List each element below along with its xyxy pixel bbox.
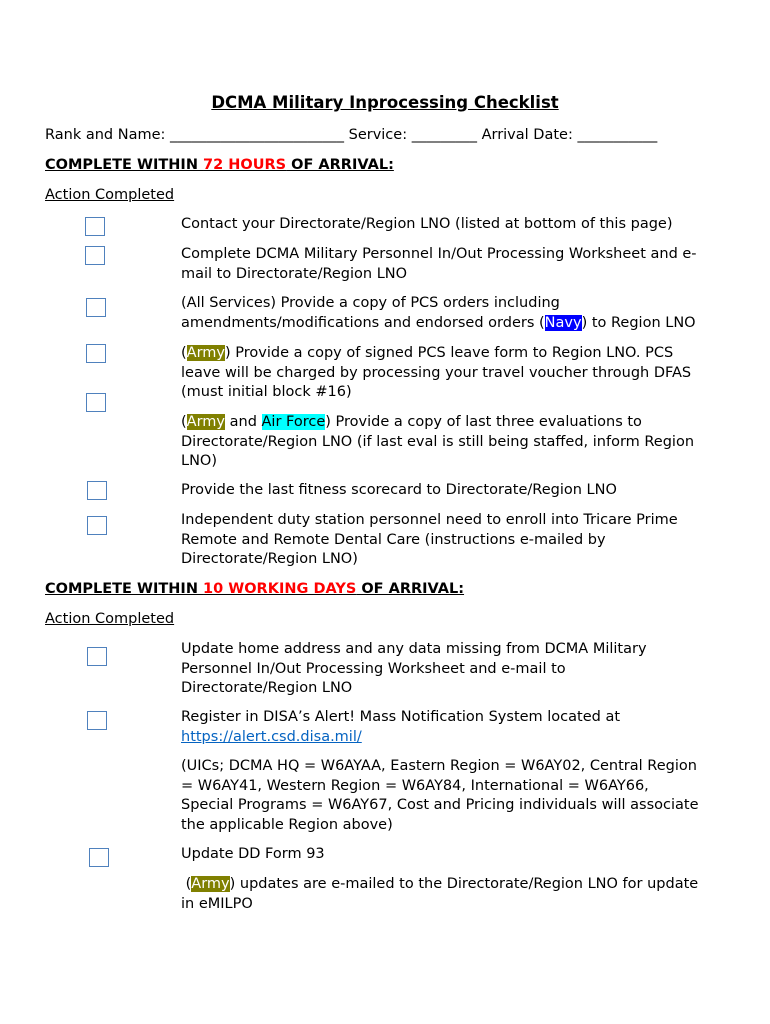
checklist-item-worksheet (181, 245, 731, 284)
army-highlight: Army (186, 345, 226, 361)
item-text: in eMILPO (181, 895, 253, 912)
item-text: Register in DISA’s Alert! Mass Notification System located at (181, 709, 621, 725)
checklist-item-pcs-orders (181, 294, 731, 333)
item-text: (UICs; DCMA HQ = W6AYAA, Eastern Region = W6AY02, Central Region (181, 758, 697, 774)
text-run: ) Provide a copy of signed PCS leave form to Region LNO. PCS (225, 345, 674, 361)
checklist-note-uics (181, 757, 731, 835)
checklist-item-leave-form (181, 344, 731, 403)
heading-emphasis: 72 HOURS (203, 157, 287, 173)
item-text: Directorate/Region LNO (if last eval is still being staffed, inform Region (181, 433, 695, 450)
action-completed-label: Action Completed (45, 187, 175, 203)
item-text: Complete DCMA Military Personnel In/Out Processing Worksheet and e- (181, 246, 697, 262)
rank-name-field[interactable]: ________________________ (170, 127, 344, 143)
item-text: Update DD Form 93 (181, 846, 325, 862)
text-run: amendments/modifications and endorsed orders ( (181, 314, 545, 331)
text-run: ( (181, 876, 192, 892)
item-text: (must initial block #16) (181, 384, 352, 400)
air-force-highlight: Air Force (261, 414, 326, 430)
item-text: Directorate/Region LNO) (181, 551, 358, 567)
service-label: Service: (348, 127, 408, 143)
text-run: ) to Region LNO (581, 314, 696, 331)
checkbox-evaluations[interactable] (86, 393, 106, 412)
item-text: the applicable Region above) (181, 816, 393, 833)
action-completed-label: Action Completed (45, 611, 175, 627)
checklist-item-disa-alert (181, 708, 731, 747)
item-text (181, 728, 731, 748)
item-text (181, 875, 731, 895)
heading-suffix: OF ARRIVAL: (356, 581, 465, 597)
checkbox-dd-form-93[interactable] (89, 848, 109, 867)
heading-emphasis: 10 WORKING DAYS (203, 581, 357, 597)
checkbox-disa-alert[interactable] (87, 711, 107, 730)
item-text: Update home address and any data missing from DCMA Military (181, 641, 647, 657)
checklist-item-fitness-scorecard (181, 481, 731, 501)
section-10-days-heading (45, 580, 464, 600)
checkbox-update-address[interactable] (87, 647, 107, 666)
item-text: Remote and Remote Dental Care (instructions e-mailed by (181, 531, 606, 548)
checkbox-fitness-scorecard[interactable] (87, 481, 107, 500)
text-run: ( (181, 345, 187, 361)
checklist-item-evaluations (181, 413, 731, 472)
navy-highlight: Navy (544, 314, 582, 331)
section-72-hours-heading (45, 156, 394, 176)
checklist-item-update-address (181, 640, 731, 699)
item-text: Provide the last fitness scorecard to Directorate/Region LNO (181, 482, 617, 498)
item-text: Directorate/Region LNO (181, 680, 353, 696)
checkbox-tricare[interactable] (87, 516, 107, 535)
heading-prefix: COMPLETE WITHIN (45, 157, 204, 173)
checklist-item-dd-form-93 (181, 845, 731, 865)
page-title: DCMA Military Inprocessing Checklist (211, 93, 559, 112)
checkbox-pcs-orders[interactable] (86, 298, 106, 317)
item-text: Personnel In/Out Processing Worksheet and e-mail to (181, 660, 566, 677)
checkbox-worksheet[interactable] (85, 246, 105, 265)
item-text (181, 344, 731, 364)
army-highlight: Army (191, 876, 230, 892)
text-run: ) updates are e-mailed to the Directorate/Region LNO for update (229, 876, 699, 892)
header-fields (45, 126, 657, 146)
text-run: and (225, 414, 262, 430)
item-text: leave will be charged by processing your travel voucher through DFAS (181, 364, 692, 381)
army-highlight: Army (186, 414, 226, 430)
checklist-note-army-updates (181, 875, 731, 914)
item-text: Contact your Directorate/Region LNO (listed at bottom of this page) (181, 216, 673, 232)
checkbox-contact-lno[interactable] (85, 217, 105, 236)
heading-suffix: OF ARRIVAL: (286, 157, 394, 173)
disa-alert-link[interactable]: https://alert.csd.disa.mil/ (181, 728, 362, 745)
rank-name-label: Rank and Name: (45, 127, 166, 143)
text-run: ) Provide a copy of last three evaluations to (325, 414, 642, 430)
item-text (181, 314, 731, 334)
item-text: mail to Directorate/Region LNO (181, 265, 408, 282)
checklist-item-contact-lno (181, 215, 731, 235)
checklist-item-tricare (181, 511, 731, 570)
arrival-date-field[interactable]: ___________ (577, 127, 658, 143)
checkbox-leave-form[interactable] (86, 344, 106, 363)
item-text (181, 413, 731, 433)
heading-prefix: COMPLETE WITHIN (45, 581, 204, 597)
item-text: = W6AY41, Western Region = W6AY84, International = W6AY66, (181, 777, 649, 794)
service-field[interactable]: _________ (411, 127, 477, 143)
item-text: LNO) (181, 453, 217, 469)
arrival-date-label: Arrival Date: (481, 127, 573, 143)
item-text: (All Services) Provide a copy of PCS orders including (181, 295, 560, 311)
item-text: Independent duty station personnel need to enroll into Tricare Prime (181, 512, 678, 528)
text-run: ( (181, 414, 187, 430)
item-text: Special Programs = W6AY67, Cost and Pricing individuals will associate (181, 797, 699, 813)
